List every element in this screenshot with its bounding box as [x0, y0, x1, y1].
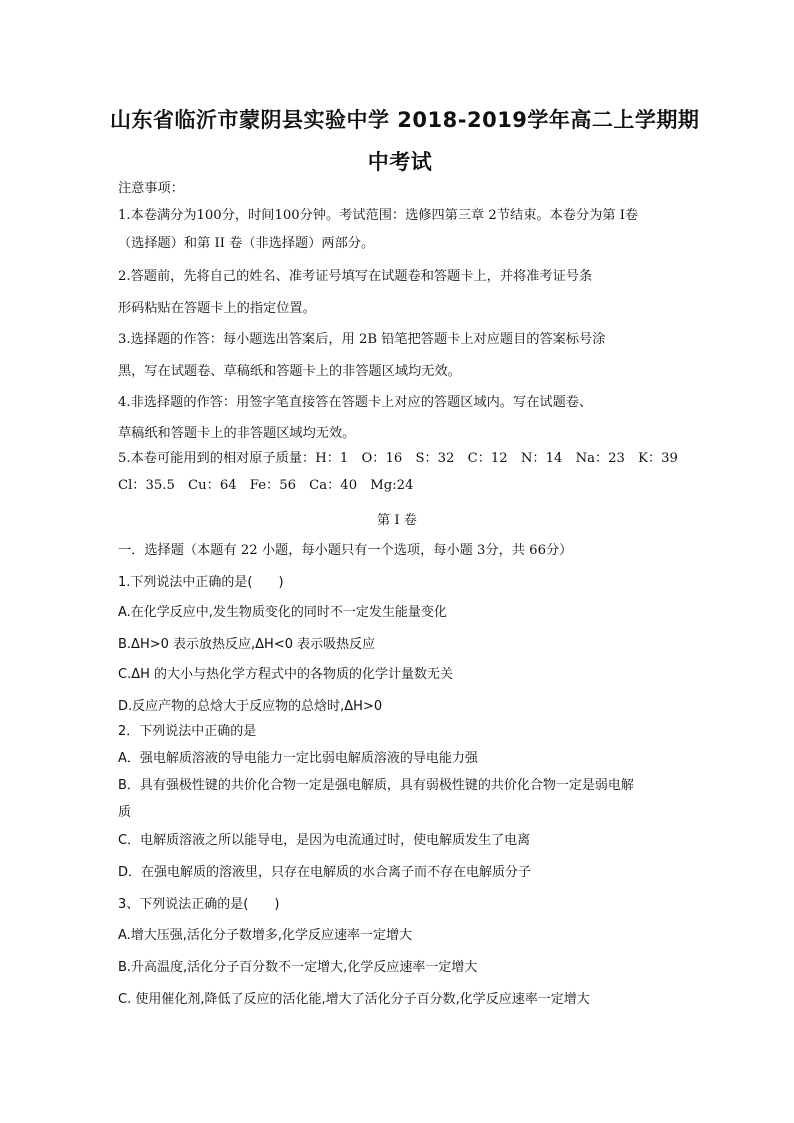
question-3-option-c: C. 使用催化剂,降低了反应的活化能,增大了活化分子百分数,化学反应速率一定增大	[118, 992, 590, 1007]
question-1-option-d: D.反应产物的总焓大于反应物的总焓时,ΔH>0	[118, 699, 383, 714]
note-2-line-2: 形码粘贴在答题卡上的指定位置。	[118, 301, 316, 316]
question-2-option-d: D．在强电解质的溶液里，只存在电解质的水合离子而不存在电解质分子	[118, 865, 532, 880]
question-3-option-a: A.增大压强,活化分子数增多,化学反应速率一定增大	[118, 928, 413, 943]
question-2-option-c: C．电解质溶液之所以能导电，是因为电流通过时，使电解质发生了电离	[118, 833, 531, 848]
note-4-line-1: 4.非选择题的作答：用签字笔直接答在答题卡上对应的答题区域内。写在试题卷、	[118, 395, 593, 410]
note-3-line-1: 3.选择题的作答：每小题选出答案后，用 2B 铅笔把答题卡上对应题目的答案标号涂	[118, 332, 606, 347]
note-2-line-1: 2.答题前，先将自己的姓名、准考证号填写在试题卷和答题卡上，并将准考证号条	[118, 269, 593, 284]
question-2-option-a: A．强电解质溶液的导电能力一定比弱电解质溶液的导电能力强	[118, 751, 478, 766]
note-5-line-2: Cl：35.5 Cu：64 Fe：56 Ca：40 Mg:24	[118, 478, 414, 493]
exam-title-line-2: 中考试	[367, 150, 433, 174]
notes-heading: 注意事项：	[118, 181, 184, 196]
note-5-line-1: 5.本卷可能用到的相对原子质量：H：1 O：16 S：32 C：12 N：14 Na：23 K：39	[118, 451, 678, 466]
part-heading: 第 I 卷	[377, 513, 417, 528]
question-3-stem: 3、下列说法正确的是( )	[118, 897, 280, 912]
question-1-option-b: B.ΔH>0 表示放热反应,ΔH<0 表示吸热反应	[118, 637, 376, 652]
question-1-option-a: A.在化学反应中,发生物质变化的同时不一定发生能量变化	[118, 605, 447, 620]
note-1-line-2: （选择题）和第 II 卷（非选择题）两部分。	[118, 236, 375, 251]
question-2-option-b-line-1: B．具有强极性键的共价化合物一定是强电解质，具有弱极性键的共价化合物一定是弱电解	[118, 778, 634, 793]
question-2-option-b-line-2: 质	[118, 805, 132, 820]
question-3-option-b: B.升高温度,活化分子百分数不一定增大,化学反应速率一定增大	[118, 960, 478, 975]
section-heading: 一．选择题（本题有 22 小题，每小题只有一个选项，每小题 3分，共 66分）	[118, 543, 573, 558]
question-1-option-c: C.ΔH 的大小与热化学方程式中的各物质的化学计量数无关	[118, 667, 454, 682]
note-1-line-1: 1.本卷满分为100分，时间100分钟。考试范围：选修四第三章 2节结束。本卷分为第 I卷	[118, 208, 639, 223]
question-2-stem: 2．下列说法中正确的是	[118, 724, 257, 739]
note-3-line-2: 黑，写在试题卷、草稿纸和答题卡上的非答题区域均无效。	[118, 364, 461, 379]
note-4-line-2: 草稿纸和答题卡上的非答题区域均无效。	[118, 426, 356, 441]
exam-title-line-1: 山东省临沂市蒙阴县实验中学 2018-2019学年高二上学期期	[110, 108, 700, 132]
question-1-stem: 1.下列说法中正确的是( )	[118, 575, 284, 590]
